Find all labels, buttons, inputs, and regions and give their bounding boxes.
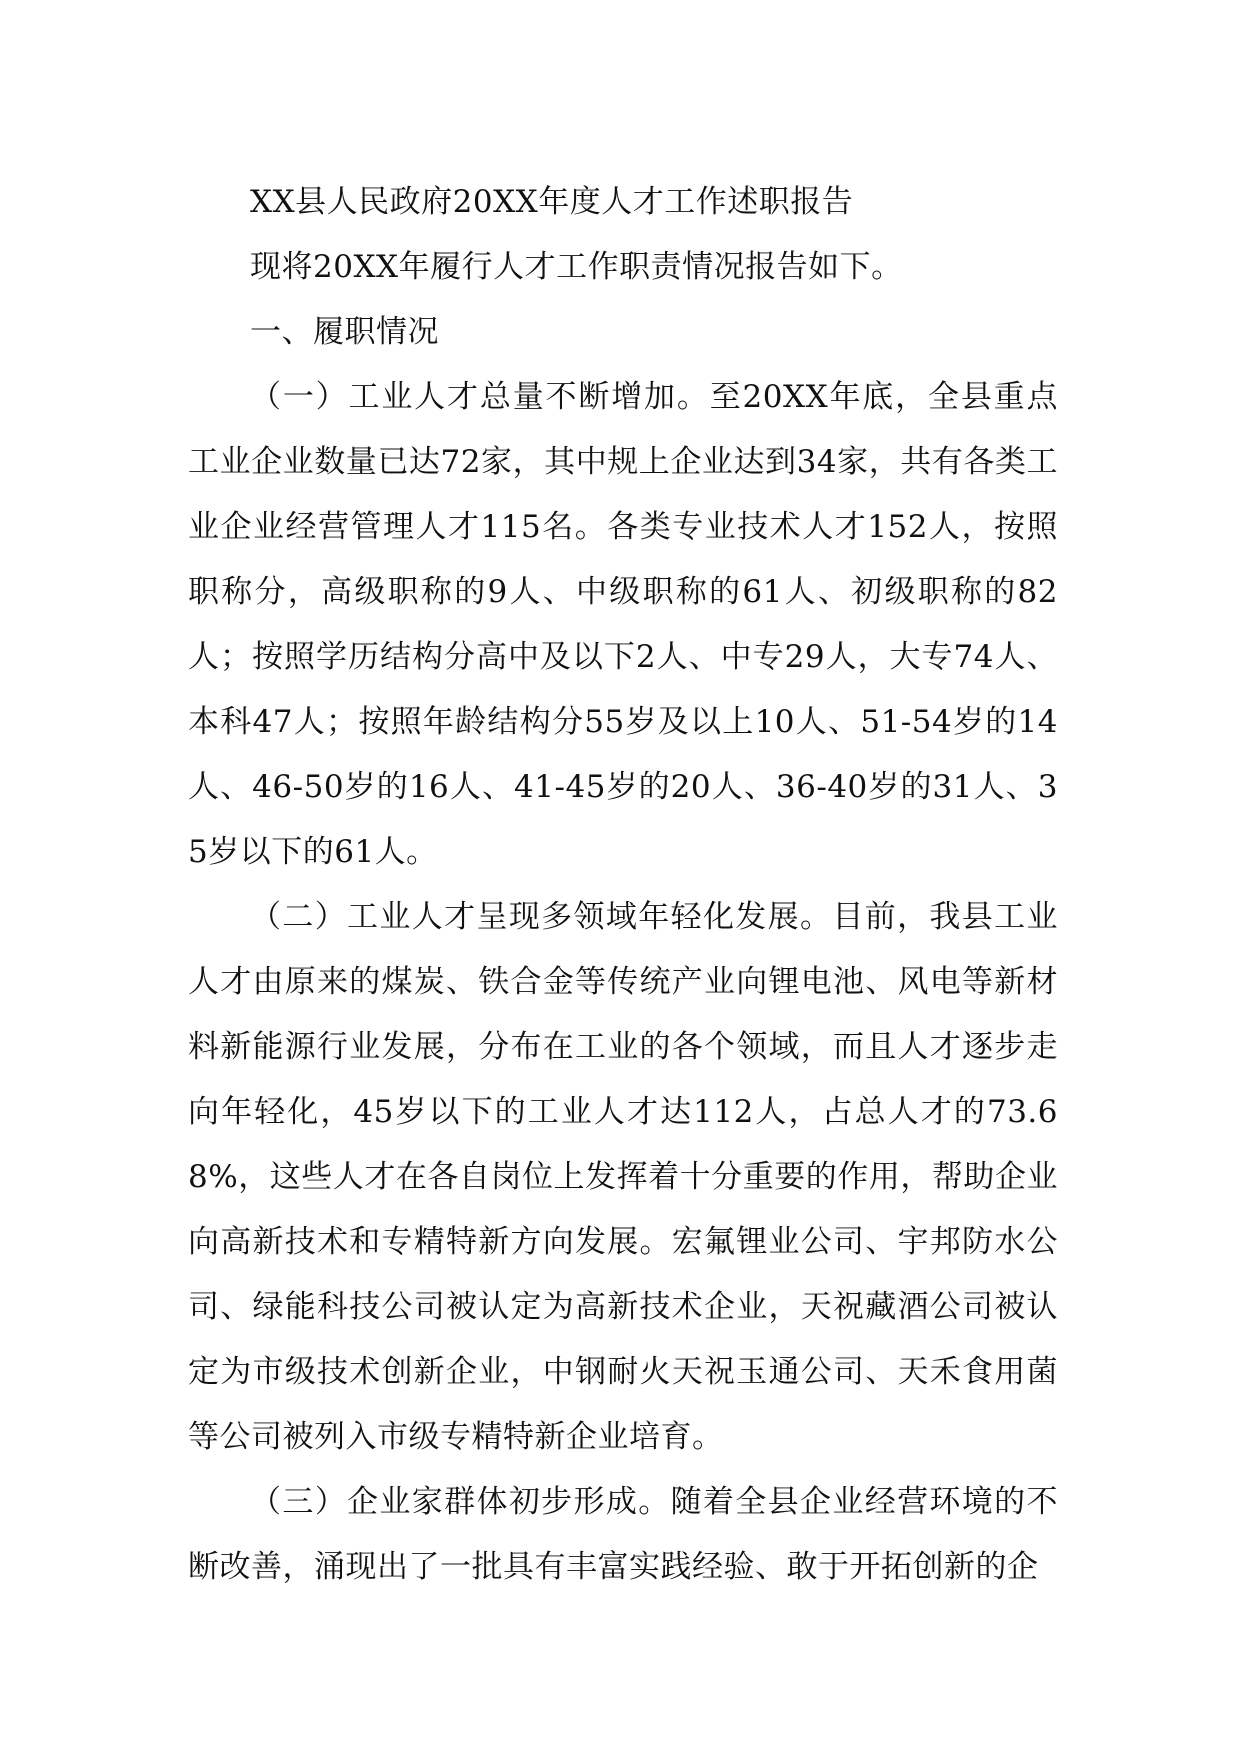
paragraph-1: （一）工业人才总量不断增加。至20XX年底，全县重点工业企业数量已达72家，其中规上企业达到34家，共有各类工业企业经营管理人才115名。各类专业技术人才152人，按照职称分，高级职称的9人、中级职称的61人、初级职称的82人；按照学历结构分高中及以下2人、中专29人，大专74人、本科47人；按照年龄结构分55岁及以上10人、51-54岁的14人、46-50岁的16人、41-45岁的20人、36-40岁的31人、35岁以下的61人。 [188,379,1058,870]
intro-paragraph: 现将20XX年履行人才工作职责情况报告如下。 [250,249,903,285]
document-title: XX县人民政府20XX年度人才工作述职报告 [250,184,854,220]
paragraph-3: （三）企业家群体初步形成。随着全县企业经营环境的不断改善，涌现出了一批具有丰富实践经验、敢于开拓创新的企 [188,1484,1058,1585]
paragraph-2: （二）工业人才呈现多领域年轻化发展。目前，我县工业人才由原来的煤炭、铁合金等传统产业向锂电池、风电等新材料新能源行业发展，分布在工业的各个领域，而且人才逐步走向年轻化，45岁以下的工业人才达112人，占总人才的73.68%，这些人才在各自岗位上发挥着十分重要的作用，帮助企业向高新技术和专精特新方向发展。宏氟锂业公司、宇邦防水公司、绿能科技公司被认定为高新技术企业，天祝藏酒公司被认定为市级技术创新企业，中钢耐火天祝玉通公司、天禾食用菌等公司被列入市级专精特新企业培育。 [188,899,1058,1455]
document-body [188,170,1058,1600]
section-heading: 一、履职情况 [250,314,439,350]
